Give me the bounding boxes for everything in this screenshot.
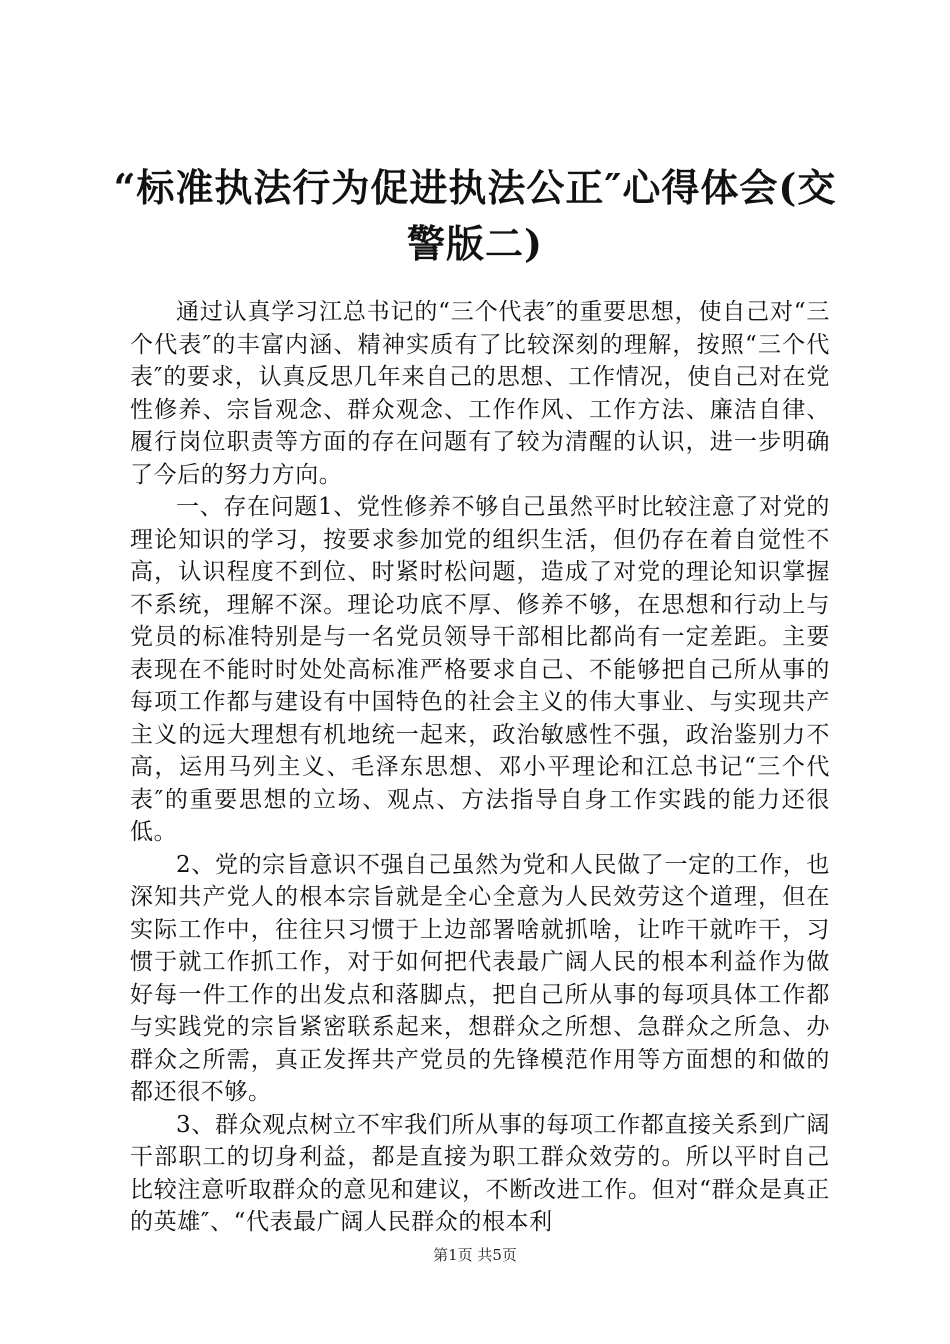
paragraph-purpose-awareness: 2、党的宗旨意识不强自己虽然为党和人民做了一定的工作，也深知共产党人的根本宗旨就是全心全意为人民效劳这个道理，但在实际工作中，往往只习惯于上边部署啥就抓啥，让咋干就咋干，习惯于就工作抓工作，对于如何把代表最广阔人民的根本利益作为做好每一件工作的出发点和落脚点，把自己所从事的每项具体工作都与实践党的宗旨紧密联系起来，想群众之所想、急群众之所急、办群众之所需，真正发挥共产党员的先锋模范作用等方面想的和做的都还很不够。 xyxy=(130,851,830,1105)
title-line-1: “标准执法行为促进执法公正″心得体会(交 xyxy=(113,165,837,210)
paragraph-mass-viewpoint: 3、群众观点树立不牢我们所从事的每项工作都直接关系到广阔干部职工的切身利益，都是直接为职工群众效劳的。所以平时自己比较注意听取群众的意见和建议，不断改进工作。但对“群众是真正的英雄″、“代表最广阔人民群众的根本利 xyxy=(130,1111,830,1235)
document-title xyxy=(110,160,840,272)
document-body xyxy=(130,296,830,1239)
page-footer: 第1页 共5页 xyxy=(433,1246,517,1264)
paragraph-intro: 通过认真学习江总书记的“三个代表″的重要思想，使自己对“三个代表″的丰富内涵、精神实质有了比较深刻的理解，按照“三个代表″的要求，认真反思几年来自己的思想、工作情况，使自己对在党性修养、宗旨观念、群众观念、工作作风、工作方法、廉洁自律、履行岗位职责等方面的存在问题有了较为清醒的认识，进一步明确了今后的努力方向。 xyxy=(130,299,830,488)
title-line-2: 警版二) xyxy=(407,221,543,266)
paragraph-party-spirit: 一、存在问题1、党性修养不够自己虽然平时比较注意了对党的理论知识的学习，按要求参加党的组织生活，但仍存在着自觉性不高，认识程度不到位、时紧时松问题，造成了对党的理论知识掌握不系统，理解不深。理论功底不厚、修养不够，在思想和行动上与党员的标准特别是与一名党员领导干部相比都尚有一定差距。主要表现在不能时时处处高标准严格要求自己、不能够把自己所从事的每项工作都与建设有中国特色的社会主义的伟大事业、与实现共产主义的远大理想有机地统一起来，政治敏感性不强，政治鉴别力不高，运用马列主义、毛泽东思想、邓小平理论和江总书记“三个代表″的重要思想的立场、观点、方法指导自身工作实践的能力还很低。 xyxy=(130,494,830,845)
